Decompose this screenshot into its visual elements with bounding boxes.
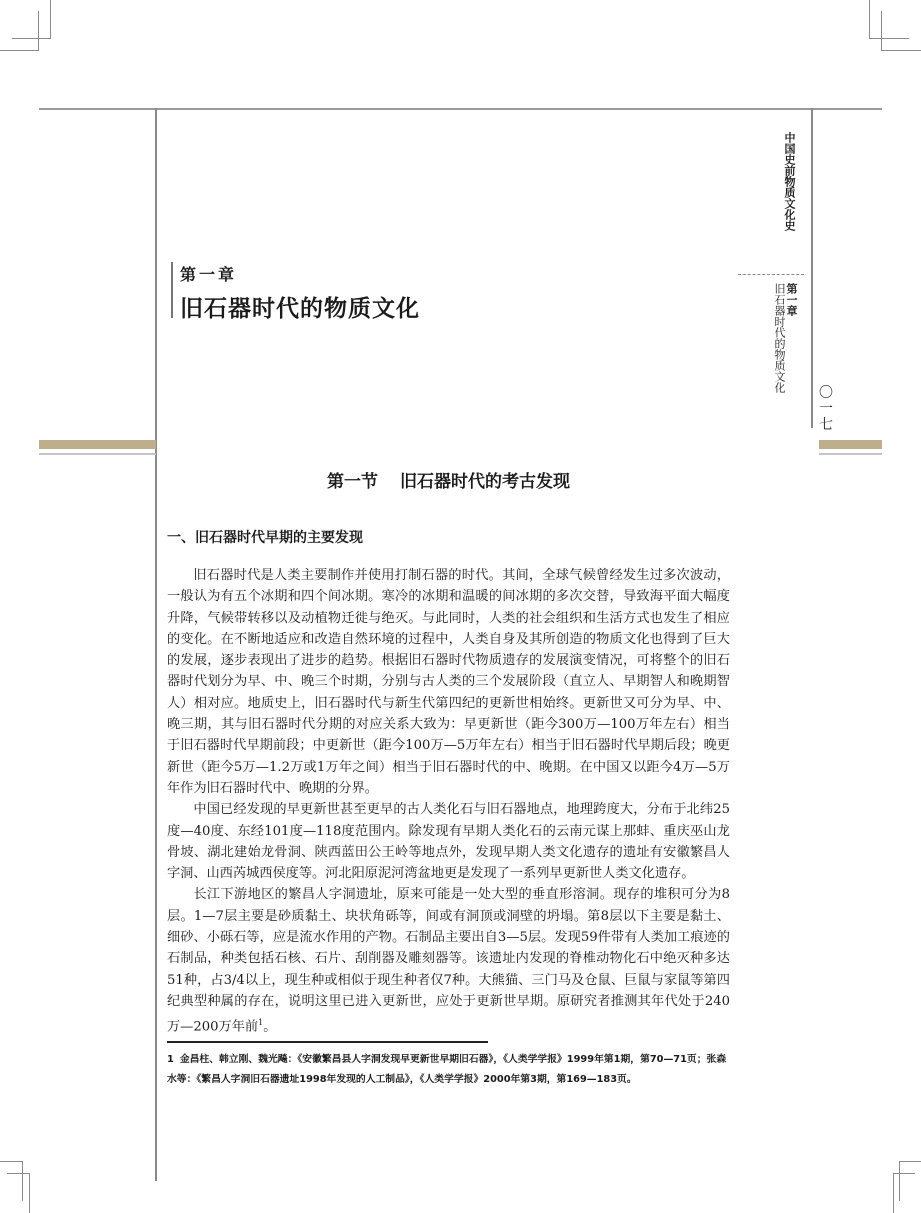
subsection-heading: 一、旧石器时代早期的主要发现 [167,530,363,546]
body-text [167,565,730,1038]
crop-mark [899,1161,900,1201]
paragraph: 中国已经发现的早更新世甚至更早的古人类化石与旧石器地点，地理跨度大，分布于北纬25度—40度、东经101度—118度范围内。除发现有早期人类化石的云南元谋上那蚌、重庆巫山龙骨坡、湖北建始龙骨洞、陕西蓝田公王岭等地点外，发现早期人类文化遗存的遗址有安徽繁昌人字洞、山西芮城西侯度等。河北阳原泥河湾盆地更是发现了一系列早更新世人类文化遗存。 [167,802,730,882]
section-number: 第一节 [327,472,379,492]
footnote-number: 1 [167,1054,174,1065]
accent-band-left [39,440,156,449]
accent-band-right [819,440,882,449]
header-rule [39,108,882,110]
crop-mark [29,1173,30,1213]
section-title [160,467,737,492]
crop-mark [881,50,921,51]
crop-mark [50,0,51,39]
crop-mark [899,1161,921,1162]
crop-mark [869,38,909,39]
crop-mark [38,11,39,51]
paragraph: 旧石器时代是人类主要制作并使用打制石器的时代。其间，全球气候曾经发生过多次波动，一般认为有五个冰期和四个间冰期。寒冷的冰期和温暖的间冰期的多次交替，导致海平面大幅度升降，气候带转移以及动植物迁徙与绝灭。与此同时，人类的社会组织和生活方式也发生了相应的变化。在不断地适应和改造自然环境的过程中，人类自身及其所创造的物质文化也得到了巨大的发展，逐步表现出了进步的趋势。根据旧石器时代物质遗存的发展演变情况，可将整个的旧石器时代划分为早、中、晚三个时期，分别与古人类的三个发展阶段（直立人、早期智人和晚期智人）相对应。地质史上，旧石器时代与新生代第四纪的更新世相始终。更新世又可分为早、中、晚三期，其与旧石器时代分期的对应关系大致为：早更新世（距今300万—100万年左右）相当于旧石器时代早期前段；中更新世（距今100万—5万年左右）相当于旧石器时代早期后段；晚更新世（距今5万—1.2万或1万年之间）相当于旧石器时代的中、晚期。在中国又以距今4万—5万年作为旧石器时代中、晚期的分界。 [167,568,730,796]
crop-mark [893,1173,894,1213]
chapter-label: 第一章 [180,265,238,284]
running-head-chapter-title: 旧石器时代的物质文化 [773,283,786,393]
paragraph: 长江下游地区的繁昌人字洞遗址，原来可能是一处大型的垂直形溶洞。现存的堆积可分为8层。1—7层主要是砂质黏土、块状角砾等，间或有洞顶或洞壁的坍塌。第8层以下主要是黏土、细砂、小砾石等，应是流水作用的产物。石制品主要出自3—5层。发现59件带有人类加工痕迹的石制品，种类包括石核、石片、刮削器及雕刻器等。该遗址内发现的脊椎动物化石中绝灭种多达51种，占3/4以上，现生种或相似于现生种者仅7种。大熊猫、三门马及仓鼠、巨鼠与家鼠等第四纪典型种属的存在，说明这里已进入更新世，应处于更新世早期。原研究者推测其年代处于240万—200万年前$^1$。 [167,887,730,1035]
crop-mark [881,11,882,51]
crop-mark [869,0,870,39]
crop-mark [12,38,51,39]
chapter-heading-bar [171,262,173,318]
footnote-reference[interactable]: 1 [258,1018,264,1028]
crop-mark [0,50,39,51]
accent-line-left [39,453,156,455]
footnote-separator [167,1041,488,1043]
running-head-chapter-label: 第一章 [785,283,798,316]
footnote [167,1050,732,1090]
crop-mark [893,1173,915,1174]
right-margin-rule [811,108,813,428]
crop-mark [22,1161,23,1201]
section-name: 旧石器时代的考古发现 [399,472,570,492]
crop-mark [0,1161,22,1162]
running-head-divider [738,274,804,275]
crop-mark [7,1173,29,1174]
footnote-text: 金昌柱、韩立刚、魏光飚：《安徽繁昌县人字洞发现早更新世早期旧石器》，《人类学学报》1999年第1期，第70—71页；张森水等：《繁昌人字洞旧石器遗址1998年发现的人工制品》，《人类学学报》2000年第3期，第169—183页。 [167,1054,727,1085]
running-head-book-title: 中国史前物质文化史 [783,132,796,231]
chapter-title: 旧石器时代的物质文化 [180,296,420,322]
left-margin-rule [155,108,157,1181]
page-number: 〇 一 七 [819,385,833,433]
accent-line-right [819,453,882,455]
